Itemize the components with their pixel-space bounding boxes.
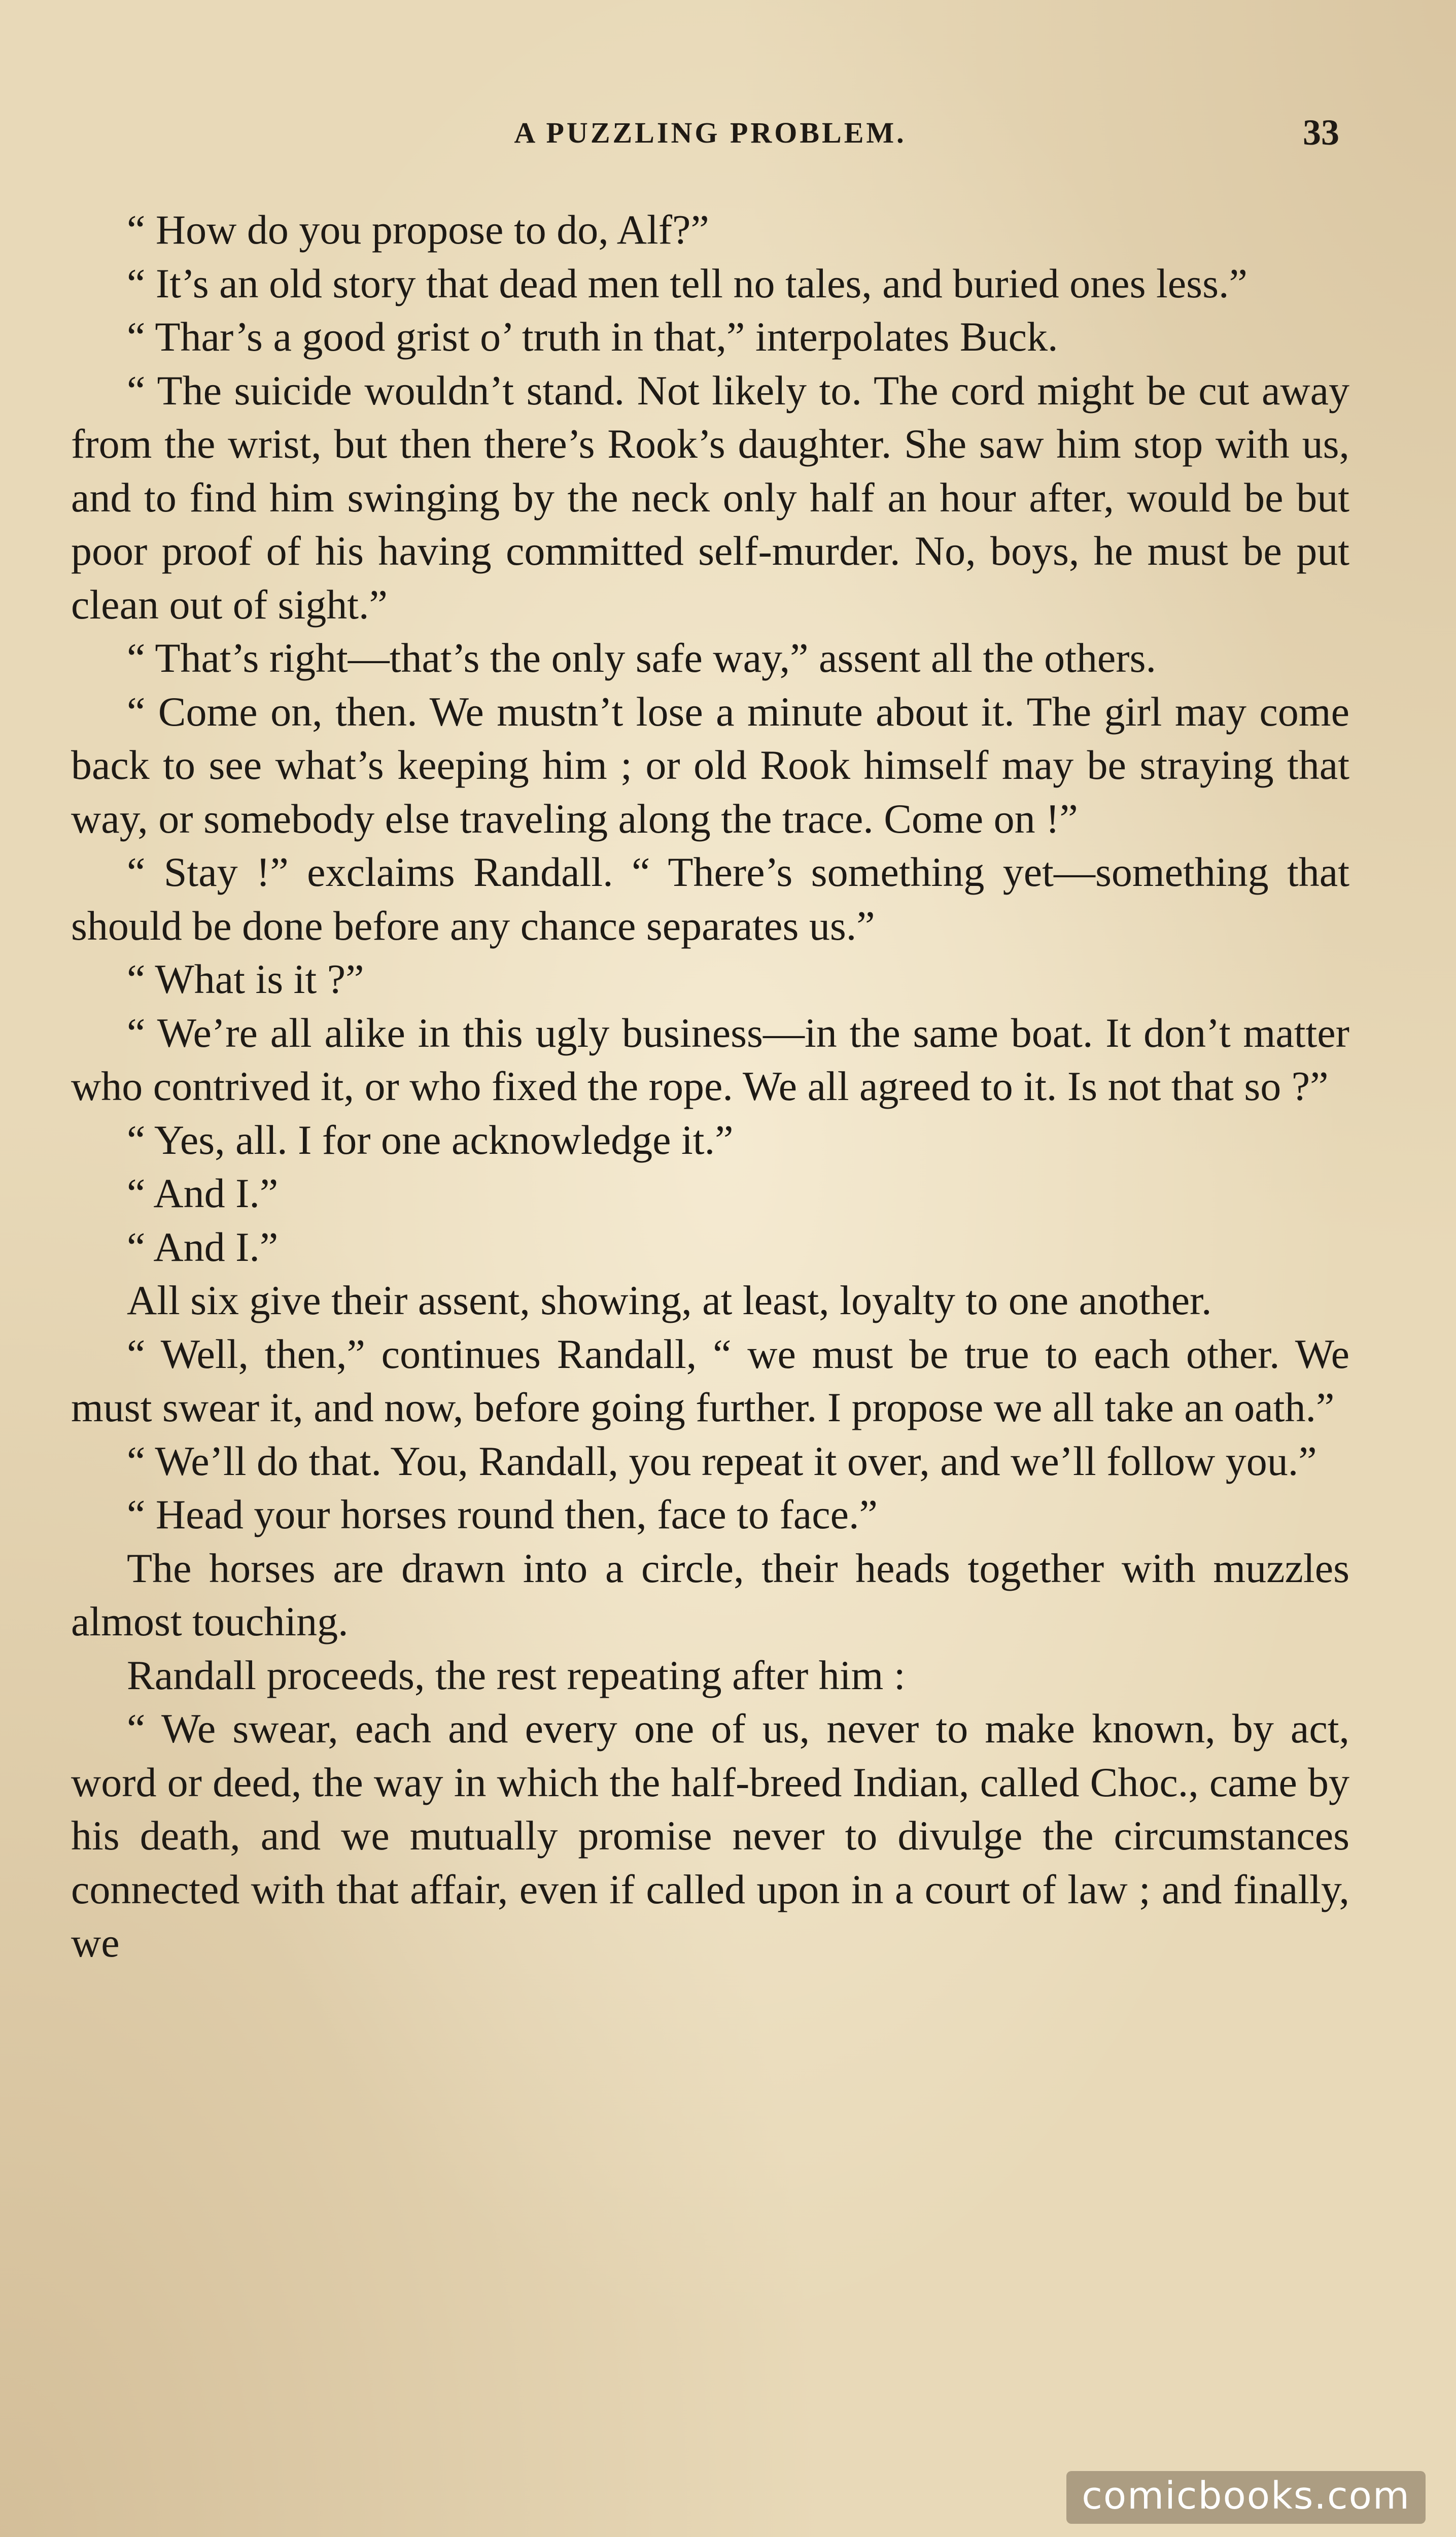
paragraph: “ Well, then,” continues Randall, “ we must be true to each other. We must swear it, and now, before going further. I propose we all take an oath.” [71,1330,1349,1430]
paragraph: “ Yes, all. I for one acknowledge it.” [127,1116,734,1163]
running-head [71,112,1349,172]
paragraph: Randall proceeds, the rest repeating after him : [127,1652,906,1698]
paragraph: “ We’re all alike in this ugly business—in the same boat. It don’t matter who contrived it, or who fixed the rope. We all agreed to it. Is not that so ?” [71,1009,1349,1109]
body-text [71,203,1349,1970]
paragraph: “ And I.” [127,1170,279,1216]
page-number: 33 [1303,112,1339,153]
paragraph: “ And I.” [127,1223,279,1270]
chapter-title: A PUZZLING PROBLEM. [514,116,907,149]
watermark: comicbooks.com [1066,2471,1426,2524]
paragraph: The horses are drawn into a circle, their heads together with muzzles almost touching. [71,1545,1349,1644]
paragraph: “ That’s right—that’s the only safe way,” assent all the others. [127,635,1156,681]
paragraph: “ We swear, each and every one of us, never to make known, by act, word or deed, the way in which the half-breed Indian, called Choc., came by his death, and we mutually promise never to divulge the circumstances connected with that affair, even if called upon in a court of law ; and finally, we [71,1705,1349,1966]
paragraph: “ The suicide wouldn’t stand. Not likely to. The cord might be cut away from the wrist, but then there’s Rook’s daughter. She saw him stop with us, and to find him swinging by the neck only half an hour after, would be but poor proof of his having committed self-murder. No, boys, he must be put clean out of sight.” [71,367,1349,628]
paragraph: “ We’ll do that. You, Randall, you repeat it over, and we’ll follow you.” [127,1437,1317,1484]
paragraph: “ Head your horses round then, face to face.” [127,1491,878,1537]
paragraph: “ How do you propose to do, Alf?” [127,207,709,253]
paragraph: “ Thar’s a good grist o’ truth in that,” interpolates Buck. [127,314,1058,360]
paragraph: “ What is it ?” [127,956,364,1002]
paragraph: “ Come on, then. We mustn’t lose a minute about it. The girl may come back to see what’s keeping him ; or old Rook himself may be straying that way, or somebody else traveling along the trace. Come on !” [71,688,1349,842]
paragraph: All six give their assent, showing, at least, loyalty to one another. [127,1277,1212,1323]
paragraph: “ It’s an old story that dead men tell no tales, and buried ones less.” [127,260,1247,306]
paragraph: “ Stay !” exclaims Randall. “ There’s something yet—something that should be done before any chance separates us.” [71,849,1349,949]
